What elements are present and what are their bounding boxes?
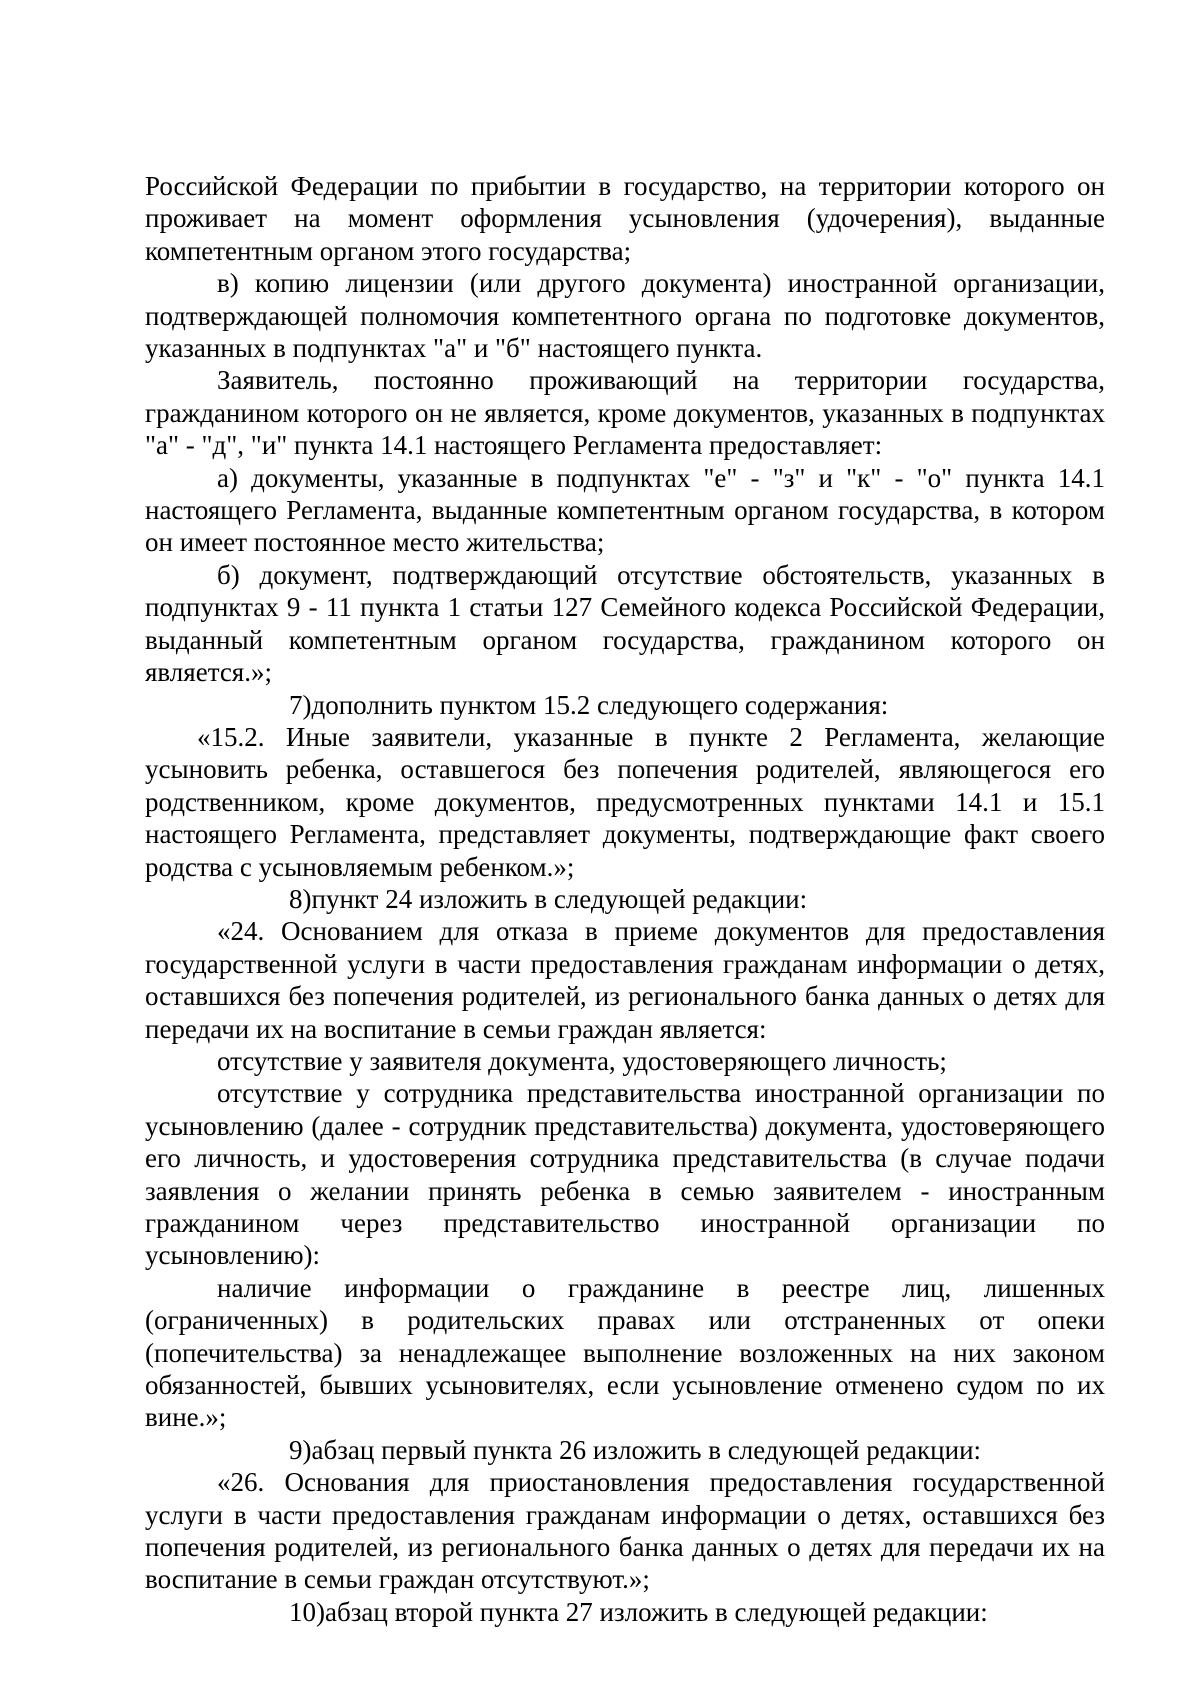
paragraph-refusal-reason-2: отсутствие у сотрудника представительства иностранной организации по усыновлению (далее - сотрудник представительства) документа, удостоверяющего его личность, и удостоверения сотрудника представительства (в случае подачи заявления о желании принять ребенка в семью заявителем - иностранным гражданином через представительство иностранной организации по усыновлению): [145,1078,1105,1271]
paragraph-refusal-reason-1: отсутствие у заявителя документа, удостоверяющего личность; [217,1045,947,1076]
list-number: 8) [289,883,312,914]
list-item-text: абзац первый пункта 26 изложить в следующей редакции: [311,1434,982,1465]
paragraph-subitem-v: в) копию лицензии (или другого документа) иностранной организации, подтверждающей полномочия компетентного органа по подготовке документов, указанных в подпунктах "а" и "б" настоящего пункта. [145,268,1105,364]
paragraph-point-15-2: «15.2. Иные заявители, указанные в пункте 2 Регламента, желающие усыновить ребенка, оставшегося без попечения родителей, являющегося его родственником, кроме документов, предусмотренных пунктами 14.1 и 15.1 настоящего Регламента, представляет документы, подтверждающие факт своего родства с усыновляемым ребенком.»; [145,721,1105,882]
list-item-10 [145,1596,1105,1628]
list-number: 10) [289,1596,325,1627]
list-item-7 [145,689,1105,721]
document-body [145,170,1105,1628]
list-number: 9) [289,1434,312,1465]
paragraph-subitem-b: б) документ, подтверждающий отсутствие обстоятельств, указанных в подпунктах 9 - 11 пункта 1 статьи 127 Семейного кодекса Российской Федерации, выданный компетентным органом государства, гражданином которого он является.»; [145,559,1105,688]
paragraph-refusal-reason-3: наличие информации о гражданине в реестре лиц, лишенных (ограниченных) в родительских правах или отстраненных от опеки (попечительства) за ненадлежащее выполнение возложенных на них законом обязанностей, бывших усыновителях, если усыновление отменено судом по их вине.»; [145,1272,1105,1433]
list-item-text: абзац второй пункта 27 изложить в следующей редакции: [325,1596,988,1627]
paragraph-point-26: «26. Основания для приостановления предоставления государственной услуги в части предоставления гражданам информации о детях, оставшихся без попечения родителей, из регионального банка данных о детях для передачи их на воспитание в семьи граждан отсутствуют.»; [145,1467,1105,1595]
paragraph-continuation: Российской Федерации по прибытии в государство, на территории которого он проживает на момент оформления усыновления (удочерения), выданные компетентным органом этого государства; [145,171,1105,266]
paragraph-point-24: «24. Основанием для отказа в приеме документов для предоставления государственной услуги в части предоставления гражданам информации о детях, оставшихся без попечения родителей, из регионального банка данных о детях для передачи их на воспитание в семьи граждан является: [145,916,1105,1044]
list-number: 7) [289,689,312,720]
list-item-8 [145,883,1105,915]
list-item-text: дополнить пунктом 15.2 следующего содержания: [311,689,889,720]
paragraph-applicant: Заявитель, постоянно проживающий на территории государства, гражданином которого он не является, кроме документов, указанных в подпунктах "а" - "д", "и" пункта 14.1 настоящего Регламента предоставляет: [145,365,1105,461]
list-item-9 [145,1434,1105,1466]
list-item-text: пункт 24 изложить в следующей редакции: [311,883,808,914]
paragraph-subitem-a: а) документы, указанные в подпунктах "е" - "з" и "к" - "о" пункта 14.1 настоящего Регламента, выданные компетентным органом государства, в котором он имеет постоянное место жительства; [145,462,1105,558]
